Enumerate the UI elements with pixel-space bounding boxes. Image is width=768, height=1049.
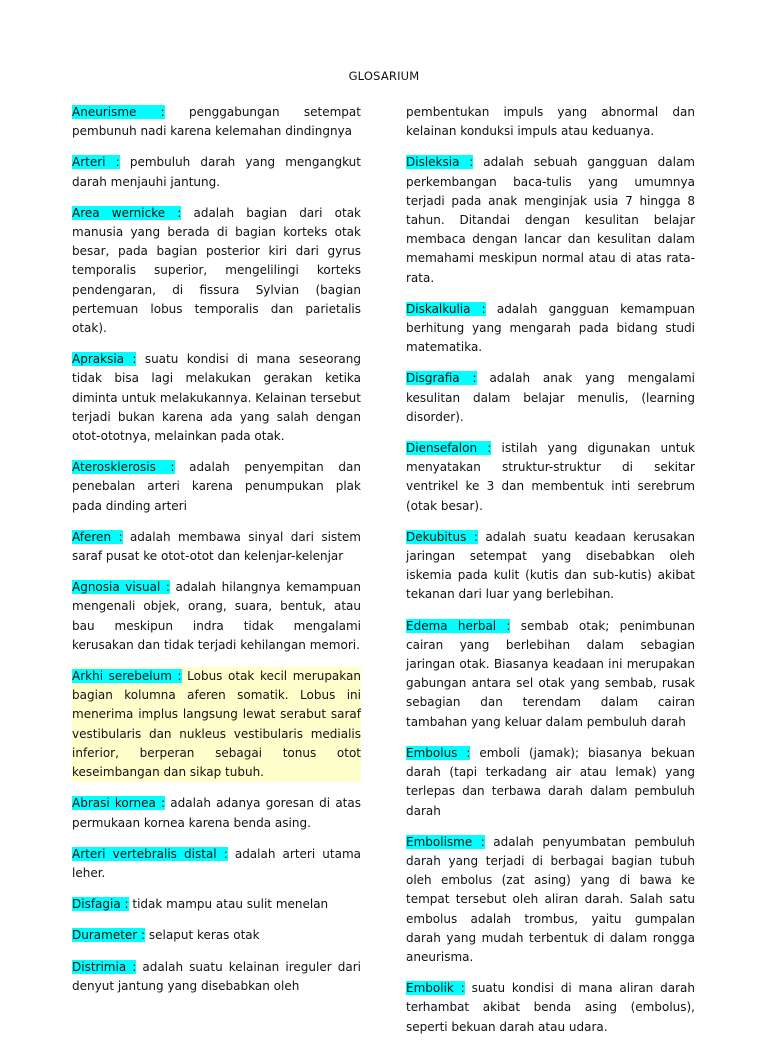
glossary-entry: [406, 979, 695, 1037]
glossary-term: Durameter :: [72, 928, 146, 943]
glossary-definition: adalah suatu keadaan kerusakan jaringan setempat yang disebabkan oleh iskemia pada kulit (kutis dan sub-kutis) akibat tekanan dari luar yang berlebihan.: [406, 529, 695, 602]
glossary-definition: adalah gangguan kemampuan berhitung yang mengarah pada bidang studi matematika.: [406, 301, 695, 355]
glossary-term: Embolisme :: [406, 834, 485, 849]
glossary-entry: [72, 458, 361, 516]
glossary-term: Apraksia :: [72, 352, 137, 367]
glossary-definition: adalah hilangnya kemampuan mengenali objek, orang, suara, bentuk, atau bau meskipun indra tidak mengalami kerusakan dan tidak terjadi kehilangan memori.: [72, 580, 361, 652]
glossary-definition: adalah arteri utama leher.: [72, 846, 361, 880]
glossary-definition: suatu kondisi di mana aliran darah terhambat akibat benda asing (embolus), seperti bekuan darah atau udara.: [406, 981, 695, 1034]
glossary-definition: tidak mampu atau sulit menelan: [128, 897, 329, 912]
glossary-term: Aneurisme :: [72, 105, 165, 119]
glossary-entry: [406, 439, 695, 516]
glossary-term: Dekubitus :: [406, 529, 478, 544]
glossary-term: Area wernicke :: [72, 205, 182, 220]
glossary-term: Embolik :: [406, 981, 465, 996]
glossary-entry: [72, 958, 361, 996]
glossary-definition: adalah anak yang mengalami kesulitan dalam belajar menulis, (learning disorder).: [406, 371, 695, 424]
glossary-entry: [72, 103, 361, 141]
glossary-term: Distrimia :: [72, 959, 137, 974]
glossary-definition: selaput keras otak: [145, 928, 260, 943]
glossary-entry: [72, 845, 361, 883]
glossary-term: Agnosia visual :: [72, 580, 170, 595]
glossary-term: Disleksia :: [406, 155, 474, 170]
glossary-entry: [72, 528, 361, 566]
glossary-term: Arteri vertebralis distal :: [72, 846, 228, 861]
glossary-definition: suatu kondisi di mana seseorang tidak bisa lagi melakukan gerakan ketika diminta untuk melakukannya. Kelainan tersebut terjadi bukan karena ada yang salah dengan otot-ototnya, melainkan pada otak.: [72, 352, 361, 444]
glossary-entry: [72, 204, 361, 338]
glossary-definition: adalah bagian dari otak manusia yang berada di bagian korteks otak besar, pada bagian posterior kiri dari gyrus temporalis superior, mengelilingi korteks pendengaran, di fissura Sylvian (bagian pertemuan lobus temporalis dan parietalis otak).: [72, 205, 362, 336]
glossary-entry: [72, 578, 361, 655]
glossary-entry: [406, 744, 695, 821]
glossary-term: Arteri :: [72, 155, 120, 170]
glossary-term: Aterosklerosis :: [72, 460, 175, 475]
left-column: [72, 103, 361, 1008]
glossary-entry: [72, 153, 361, 191]
glossary-definition: adalah sebuah gangguan dalam perkembangan baca-tulis yang umumnya terjadi pada anak menginjak usia 7 hingga 8 tahun. Ditandai dengan kesulitan belajar membaca dengan lancar dan kesulitan dalam memahami meskipun normal atau di atas rata-rata.: [406, 155, 695, 285]
glossary-entry: [72, 350, 361, 446]
glossary-definition: Lobus otak kecil merupakan bagian kolumna aferen somatik. Lobus ini menerima implus langsung lewat serabut saraf vestibularis dan nukleus vestibularis medialis inferior, berperan sebagai tonus otot keseimbangan dan sikap tubuh.: [72, 669, 361, 780]
glossary-term: Embolus :: [406, 745, 471, 760]
glossary-entry-shaded: [72, 667, 361, 782]
glossary-term: Aferen :: [72, 529, 123, 544]
glossary-definition: adalah penyempitan dan penebalan arteri karena penumpukan plak pada dinding arteri: [72, 460, 361, 513]
page-title: GLOSARIUM: [348, 69, 420, 83]
right-column: [406, 103, 695, 1049]
glossary-entry-continuation: pembentukan impuls yang abnormal dan kelainan konduksi impuls atau keduanya.: [406, 105, 695, 139]
glossary-definition: adalah membawa sinyal dari sistem saraf pusat ke otot-otot dan kelenjar-kelenjar: [72, 529, 361, 564]
glossary-definition: pembuluh darah yang mengangkut darah menjauhi jantung.: [72, 155, 361, 189]
glossary-term: Arkhi serebelum :: [72, 669, 182, 684]
glossary-definition: adalah suatu kelainan ireguler dari denyut jantung yang disebabkan oleh: [72, 959, 361, 993]
glossary-definition: adalah adanya goresan di atas permukaan kornea karena benda asing.: [72, 796, 361, 830]
glossary-term: Abrasi kornea :: [72, 796, 166, 811]
glossary-definition: istilah yang digunakan untuk menyatakan struktur-struktur di sekitar ventrikel ke 3 dan membentuk inti serebrum (otak besar).: [406, 441, 696, 513]
glossary-term: Diensefalon :: [406, 441, 492, 456]
glossary-entry: [406, 300, 695, 358]
glossary-definition: adalah penyumbatan pembuluh darah yang terjadi di berbagai bagian tubuh oleh embolus (zat asing) yang di bawa ke tempat tersebut oleh aliran darah. Salah satu embolus adalah trombus, yaitu gumpalan darah yang mudah terbentuk di dalam rongga aneurisma.: [406, 834, 695, 964]
glossary-definition: penggabungan setempat pembunuh nadi karena kelemahan dindingnya: [72, 105, 361, 139]
glossary-term: Diskalkulia :: [406, 301, 486, 316]
glossary-term: Disfagia :: [72, 897, 129, 912]
glossary-entry: [72, 926, 361, 945]
glossary-entry: [406, 617, 695, 732]
glossary-definition: emboli (jamak); biasanya bekuan darah (tapi terkadang air atau lemak) yang terlepas dan terbawa darah dalam pembuluh darah: [406, 745, 695, 818]
glossary-term: Disgrafia :: [406, 371, 477, 386]
glossary-entry: [406, 528, 695, 605]
glossary-definition: sembab otak; penimbunan cairan yang berlebihan dalam sebagian jaringan otak. Biasanya keadaan ini merupakan gabungan antara sel otak yang sembab, rusak sebagian dan terendam dalam cairan tambahan yang keluar dalam pembuluh darah: [406, 618, 695, 729]
glossary-entry: [72, 895, 361, 914]
glossary-entry: [406, 153, 695, 287]
glossary-entry: [72, 794, 361, 832]
glossary-entry: [406, 369, 695, 427]
glossary-term: Edema herbal :: [406, 618, 511, 633]
glossary-entry: [406, 833, 695, 967]
